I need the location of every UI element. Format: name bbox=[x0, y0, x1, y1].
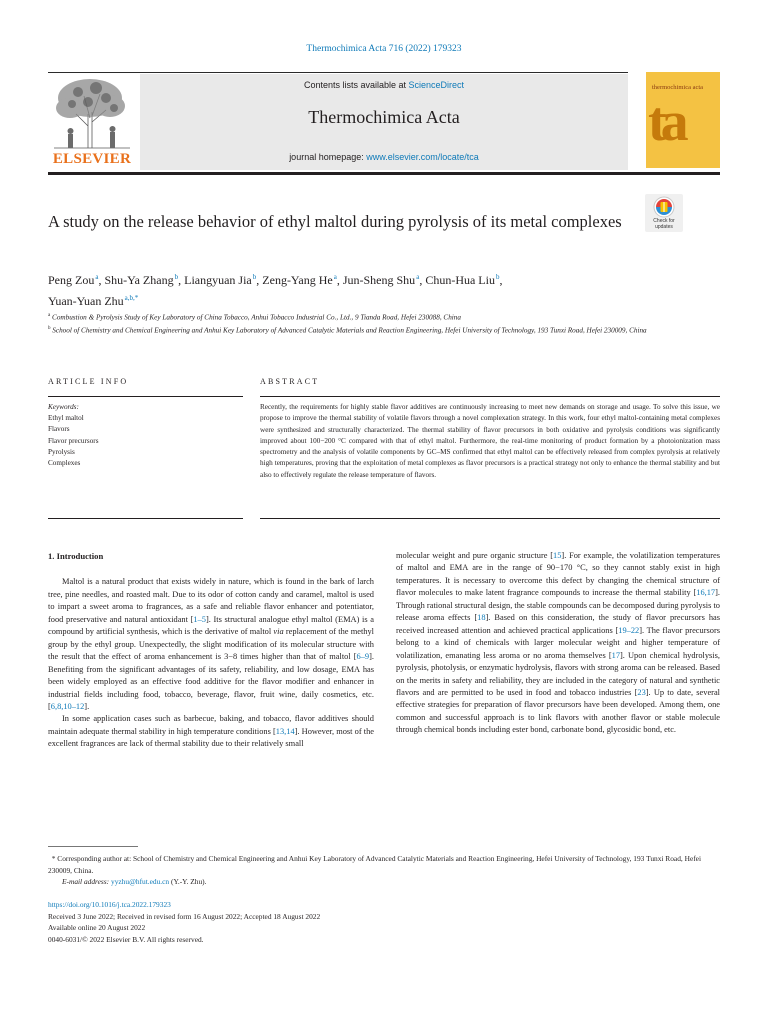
text-run: ]. For example, the volatilization temperatures of maltol and EMA are in the range of 90−170 °C, so they cannot stably exist in high temperatures. It is necessary to overcome this defect by changing the chemical structure of flavor molecules to make latent fragrance compounds to increase the thermal stability [ bbox=[396, 551, 720, 598]
author-name[interactable]: Peng Zou bbox=[48, 273, 95, 287]
intro-paragraph-2-continued bbox=[396, 550, 720, 737]
homepage-link[interactable]: www.elsevier.com/locate/tca bbox=[366, 152, 479, 162]
author-name[interactable]: Shu-Ya Zhang bbox=[104, 273, 174, 287]
corresponding-author-text: Corresponding author at: School of Chemistry and Chemical Engineering and Anhui Key Laboratory of Advanced Catalytic Materials and Reaction Engineering, Hefei University of Technology, 193 Tunxi Road, Hefei 230009, China. bbox=[48, 854, 702, 875]
keyword-item[interactable]: Flavors bbox=[48, 425, 70, 434]
text-run: replacement of the methyl group by the ethyl group. Unexpectedly, the slight modification of its molecular structure with the result that the effect of aroma enhancement is 3−8 times higher than that of maltol [ bbox=[48, 627, 374, 662]
text-run: ]. Through rational structural design, the stable compounds can be decomposed during pyrolysis to release aroma effects [ bbox=[396, 588, 720, 623]
email-link[interactable]: yyzhu@hfut.edu.cn bbox=[111, 877, 170, 886]
abstract-rule bbox=[260, 396, 720, 397]
affiliation-marker[interactable]: b bbox=[495, 273, 500, 281]
keyword-item[interactable]: Ethyl maltol bbox=[48, 414, 84, 423]
affiliation-marker: b bbox=[48, 326, 51, 332]
text-run: Maltol is a natural product that exists widely in nature, which is found in the bark of larch tree, pine needles, and roasted malt. Due to its odor of cotton candy and caramel, maltol is used to impart a sweet aroma to fragrances, as a safe and reliable flavor enhancer and potentiator, food preservative and natural antioxidant [ bbox=[48, 577, 374, 624]
footnote-rule bbox=[48, 846, 138, 847]
journal-cover[interactable] bbox=[646, 72, 720, 168]
header-top-rule bbox=[48, 72, 628, 73]
citation-link[interactable]: 16,17 bbox=[696, 588, 716, 598]
sciencedirect-link[interactable]: ScienceDirect bbox=[408, 80, 465, 90]
citation-link[interactable]: 17 bbox=[611, 650, 621, 660]
crossmark-button[interactable] bbox=[645, 194, 683, 232]
affiliation-marker[interactable]: a bbox=[95, 273, 99, 281]
citation-link[interactable]: 13,14 bbox=[275, 726, 295, 736]
copyright-line: 0040-6031/© 2022 Elsevier B.V. All rights reserved. bbox=[48, 934, 204, 944]
article-info-label: ARTICLE INFO bbox=[48, 377, 129, 386]
footnote-marker: * bbox=[51, 854, 56, 863]
author-name[interactable]: Yuan-Yuan Zhu bbox=[48, 294, 124, 308]
keyword-item[interactable]: Pyrolysis bbox=[48, 447, 75, 456]
citation-link[interactable]: 15 bbox=[553, 551, 562, 560]
text-run: ]. Its structural analogue ethyl maltol (EMA) is a compound by artificial synthesis, which is the derivative of maltol bbox=[48, 614, 374, 637]
affiliation-item bbox=[48, 323, 720, 336]
homepage-prefix: journal homepage: bbox=[289, 152, 367, 162]
affiliation-marker[interactable]: a bbox=[333, 273, 337, 281]
crossmark-label: Check for updates bbox=[653, 218, 675, 230]
citation-link[interactable]: 23 bbox=[637, 687, 646, 697]
publication-info bbox=[48, 899, 720, 945]
cover-title: thermochimica acta bbox=[652, 84, 704, 91]
affiliation-marker[interactable]: a,b,* bbox=[124, 294, 139, 302]
affiliation-marker[interactable]: b bbox=[174, 273, 179, 281]
abstract-label: ABSTRACT bbox=[260, 377, 320, 386]
email-label: E-mail address: bbox=[62, 877, 110, 886]
abstract-bottom-rule bbox=[260, 518, 720, 519]
keywords-block bbox=[48, 402, 243, 469]
affiliation-marker[interactable]: a bbox=[416, 273, 420, 281]
footnote-block bbox=[48, 853, 720, 888]
text-run: ]. Upon chemical hydrolysis, pyrolysis, photolysis, or enzymatic hydrolysis, flavors with strong aroma can be released. Based on the merits in safety and reliability, they are included in the category of natural and synthetic flavors and are permitted to be used in food and tobacco industries [ bbox=[396, 650, 720, 697]
author-name[interactable]: Chun-Hua Liu bbox=[425, 273, 495, 287]
affiliation-text: Combustion & Pyrolysis Study of Key Laboratory of China Tobacco, Anhui Tobacco Industrial Co., Ltd., 9 Tianda Road, Hefei 230088, China bbox=[52, 313, 461, 322]
affiliations bbox=[48, 310, 720, 337]
article-info-bottom-rule bbox=[48, 518, 243, 519]
text-run: ]. Based on this consideration, the study of flavor precursors has received increased attention and achieved practical applications [ bbox=[396, 613, 721, 635]
header-divider bbox=[48, 172, 720, 175]
elsevier-tree-icon bbox=[48, 74, 136, 150]
corresponding-author-note bbox=[48, 853, 720, 876]
citation-link[interactable]: 6–9 bbox=[356, 652, 370, 662]
citation-link[interactable]: 19–22 bbox=[618, 625, 640, 635]
citation-link[interactable]: 6,8,10–12 bbox=[50, 701, 85, 711]
text-run: ]. The flavor precursors belong to a kind of chemicals with larger molecular weight and higher temperature of volatilization, emanating less aroma or no aroma themselves [ bbox=[396, 625, 720, 660]
paper-title: A study on the release behavior of ethyl maltol during pyrolysis of its metal complexes bbox=[48, 212, 622, 231]
affiliation-item bbox=[48, 310, 720, 323]
contents-prefix: Contents lists available at bbox=[303, 80, 409, 90]
email-suffix: (Y.-Y. Zhu). bbox=[171, 877, 207, 886]
intro-left-column bbox=[48, 550, 374, 751]
cover-glyphs: ta bbox=[648, 91, 683, 153]
affiliation-text: School of Chemistry and Chemical Engineering and Anhui Key Laboratory of Advanced Catalytic Materials and Reaction Engineering, Hefei University of Technology, 193 Tunxi Road, Hefei 230009, China bbox=[52, 326, 647, 335]
text-run: ]. However, most of the excellent fragrances are lack of thermal stability due to their relatively small bbox=[48, 726, 374, 749]
homepage-line bbox=[140, 152, 628, 162]
section-heading-introduction: 1. Introduction bbox=[48, 551, 104, 561]
intro-right-column bbox=[396, 550, 720, 737]
keyword-item[interactable]: Complexes bbox=[48, 459, 81, 468]
abstract-text: Recently, the requirements for highly stable flavor additives are continuously increasing to meet new demands on storage and usage. To solve this issue, we propose to improve the thermal stability of volatile flavors through a novel complexation strategy. In this work, four ethyl maltol-containing metal complexes were synthesized and structurally characterized. The thermal stability of flavor precursors in both oxidative and pyrolysis conditions was significantly improved about 100−200 °C compared with that of ethyl maltol. Furthermore, the real-time monitoring of product formation by a photoionization mass spectrometry and the analysis of volatile components by GC–MS confirmed that ethyl maltol can be effectively released from complex pyrolysis at relatively high temperatures, proving that the exploitation of metal complexes as flavor precursors is a practical strategy not only to enhance the thermal stability and but also to effectively regulate the release temperature of flavors. bbox=[260, 403, 720, 479]
text-run: In some application cases such as barbecue, baking, and tobacco, flavor additives should maintain adequate thermal stability in high temperature conditions [ bbox=[48, 714, 374, 736]
text-run-italic: via bbox=[273, 627, 284, 637]
intro-paragraph-1 bbox=[48, 576, 374, 713]
doi-link[interactable]: https://doi.org/10.1016/j.tca.2022.179323 bbox=[48, 900, 171, 909]
text-run: ]. bbox=[84, 701, 90, 711]
elsevier-wordmark: ELSEVIER bbox=[52, 151, 132, 167]
received-dates: Received 3 June 2022; Received in revised form 16 August 2022; Accepted 18 August 2022 bbox=[48, 911, 321, 921]
available-online: Available online 20 August 2022 bbox=[48, 923, 146, 933]
contents-line bbox=[140, 80, 628, 90]
author-name[interactable]: Jun-Sheng Shu bbox=[342, 273, 416, 287]
journal-reference[interactable]: Thermochimica Acta 716 (2022) 179323 bbox=[306, 44, 462, 54]
intro-paragraph-2 bbox=[48, 713, 374, 750]
author-name[interactable]: Zeng-Yang He bbox=[262, 273, 333, 287]
author-list: Peng Zou $^a$, Shu-Ya Zhang $^b$, Liangyuan Jia $^b$, Zeng-Yang He $^a$, Jun-Sheng Shu $^a$, Chun-Hua Liu $^b$, Yuan-Yuan Zhu $^{a,b,*}$ bbox=[48, 273, 503, 308]
citation-link[interactable]: 1–5 bbox=[193, 614, 206, 624]
journal-title[interactable]: Thermochimica Acta bbox=[308, 107, 460, 127]
affiliation-marker[interactable]: b bbox=[252, 273, 257, 281]
keywords-heading: Keywords: bbox=[48, 403, 79, 411]
elsevier-logo[interactable] bbox=[48, 74, 136, 166]
keyword-item[interactable]: Flavor precursors bbox=[48, 436, 99, 445]
text-run: molecular weight and pure organic structure [ bbox=[396, 551, 554, 560]
email-line bbox=[48, 876, 720, 888]
article-info-rule bbox=[48, 396, 243, 397]
citation-link[interactable]: 18 bbox=[477, 613, 486, 623]
text-run: ]. Up to date, several effective strategies for preparation of flavor precursors have been developed. Among them, one common and successful approach is to link flavors with another flavor or stable molecule through chemical bonds including ester bond, carbonate bond, glycosidic bond, etc. bbox=[396, 687, 720, 735]
crossmark-icon bbox=[645, 194, 683, 220]
text-run: ]. Benefiting from the significant advantages of its safety, reliability, and low dosage, EMA has been widely employed as an effective food additive for the flavor modifier and enhancer in industrial fields including food, tobacco, beverage, flavor, fruit wine, daily cosmetics, etc. [ bbox=[48, 652, 374, 711]
affiliation-marker: a bbox=[48, 313, 51, 318]
author-name[interactable]: Liangyuan Jia bbox=[184, 273, 252, 287]
